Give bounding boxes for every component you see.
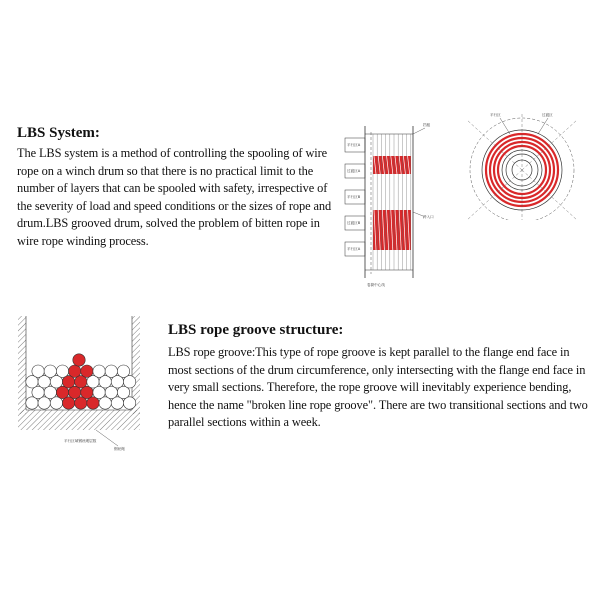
stack-rope-circle — [81, 365, 93, 377]
stack-rope-circle — [81, 386, 93, 398]
stack-rope-circle — [75, 376, 87, 388]
stack-rope-circle — [26, 376, 38, 388]
drum-label-parallel-b: 平行区B — [347, 195, 361, 199]
stack-rope-circle — [56, 386, 68, 398]
lbs-groove-heading: LBS rope groove structure: — [168, 322, 344, 338]
lbs-groove-body: LBS rope groove:This type of rope groove is kept parallel to the flange end face in most sections of the drum circumference, only intersecting with the flange end face in very small sections. Therefore, the rope groove will inevitably experience bending, hence the name "broken line rope groove". There are two transitional sections and two parallel sections within a week. — [168, 345, 588, 430]
stack-rope-circle — [87, 397, 99, 409]
drum-label-transition-b: 过渡区B — [347, 221, 361, 225]
rope-layer-stack-diagram — [14, 312, 144, 460]
lbs-groove-section — [168, 321, 588, 432]
stack-rope-circle — [32, 365, 44, 377]
stack-rope-circle — [38, 397, 50, 409]
endview-label-parallel: 平行区 — [490, 113, 501, 117]
stack-rope-circle — [26, 397, 38, 409]
drum-label-parallel-a-2: 平行区A — [347, 247, 361, 251]
stack-rope-circle — [93, 365, 105, 377]
stack-rope-circle — [123, 376, 135, 388]
stack-rope-circle — [93, 386, 105, 398]
drum-label-centerline: 卷筒中心线 — [367, 283, 385, 287]
stack-rope-circle — [62, 397, 74, 409]
drum-label-flange: 挡板 — [423, 123, 431, 127]
stack-rope-circle — [99, 397, 111, 409]
endview-label-transition: 过渡区 — [542, 113, 553, 117]
stack-rope-circle — [69, 386, 81, 398]
stack-rope-circle — [75, 397, 87, 409]
stack-rope-circle — [62, 376, 74, 388]
stack-label-rope: 钢丝绳 — [114, 447, 125, 451]
stack-rope-circle — [56, 365, 68, 377]
stack-rope-circle — [117, 365, 129, 377]
stack-rope-circle — [87, 376, 99, 388]
drum-label-transition-a: 过渡区A — [347, 169, 361, 173]
stack-rope-circle — [50, 376, 62, 388]
stack-rope-circle — [123, 397, 135, 409]
stack-rope-circle — [44, 386, 56, 398]
drum-end-view-circles-diagram — [456, 108, 588, 220]
stack-rope-circle — [38, 376, 50, 388]
lbs-system-section — [17, 124, 335, 251]
stack-rope-circle — [50, 397, 62, 409]
lbs-system-body: The LBS system is a method of controlling the spooling of wire rope on a winch drum so that there is no practical limit to the number of layers that can be spooled with safety, irrespective of the severity of load and speed conditions or the sizes of rope and drum.LBS grooved drum, solved the problem of bitten rope in wire rope winding process. — [17, 146, 332, 248]
stack-rope-circle — [105, 386, 117, 398]
drum-cross-section-diagram — [343, 112, 443, 292]
stack-rope-circle — [69, 365, 81, 377]
stack-rope-circle — [73, 354, 85, 366]
stack-rope-circle — [117, 386, 129, 398]
stack-label-layers: 平行区域钢丝绳层数 — [64, 439, 97, 443]
stack-rope-circle — [111, 376, 123, 388]
stack-rope-circle — [111, 397, 123, 409]
stack-rope-circle — [99, 376, 111, 388]
stack-rope-circle — [32, 386, 44, 398]
lbs-system-heading: LBS System: — [17, 125, 100, 141]
drum-label-parallel-a: 平行区A — [347, 143, 361, 147]
stack-rope-circle — [44, 365, 56, 377]
stack-rope-circle — [105, 365, 117, 377]
drum-label-crossover: 跨入口 — [423, 215, 434, 219]
